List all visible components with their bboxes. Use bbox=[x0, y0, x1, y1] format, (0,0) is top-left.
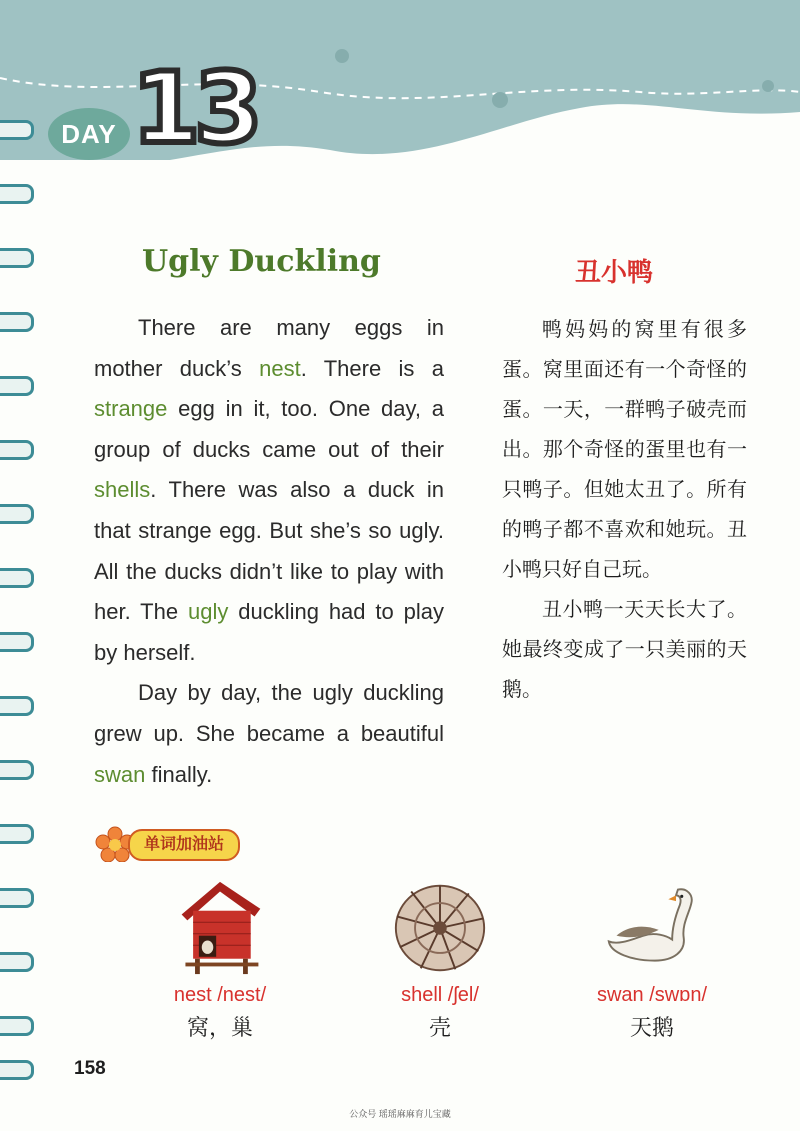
keyword: ugly bbox=[187, 599, 229, 625]
vocab-section-badge bbox=[94, 826, 284, 862]
vocab-item-nest bbox=[120, 880, 320, 1042]
notebook-binding bbox=[0, 120, 40, 1080]
story-zh-paragraph-2: 丑小鸭一天天长大了。她最终变成了一只美丽的天鹅。 bbox=[502, 599, 747, 701]
binding-ring bbox=[0, 120, 34, 140]
keyword: nest bbox=[259, 355, 301, 381]
footer-watermark: 公众号 瑶瑶麻麻育儿宝藏 bbox=[349, 1109, 451, 1119]
day-badge: DAY bbox=[48, 108, 130, 160]
story-zh-paragraph-1: 鸭妈妈的窝里有很多蛋。窝里面还有一个奇怪的蛋。一天，一群鸭子破壳而出。那个奇怪的蛋里也有一只鸭子。但她太丑了。所有的鸭子都不喜欢和她玩。丑小鸭只好自己玩。 bbox=[502, 319, 747, 581]
story-title-zh: 丑小鸭 bbox=[575, 257, 654, 287]
vocab-meaning-swan: 天鹅 bbox=[629, 1015, 674, 1040]
vocab-section-label: 单词加油站 bbox=[128, 829, 240, 861]
story-text: duckling had to play by herself. bbox=[94, 599, 445, 665]
binding-ring bbox=[0, 184, 34, 204]
vocab-item-swan bbox=[552, 880, 752, 1042]
story-text: finally. bbox=[145, 761, 213, 787]
binding-ring bbox=[0, 504, 34, 524]
vocab-item-shell bbox=[340, 880, 540, 1042]
story-text: Day by day, the ugly duckling grew up. She became a beautiful bbox=[94, 680, 444, 746]
binding-ring bbox=[0, 1060, 34, 1080]
binding-ring bbox=[0, 888, 34, 908]
binding-ring bbox=[0, 248, 34, 268]
day-number: 13 bbox=[132, 52, 257, 166]
nest-house-icon bbox=[170, 880, 270, 976]
story-paragraph-1 bbox=[94, 308, 444, 673]
vocab-word-nest: nest /nest/ bbox=[173, 984, 267, 1006]
story-title-en: Ugly Duckling bbox=[142, 244, 381, 279]
story-text: There are many eggs in mother duck’s bbox=[94, 315, 444, 381]
binding-ring bbox=[0, 824, 34, 844]
page-number: 158 bbox=[74, 1058, 106, 1079]
story-text-en bbox=[94, 308, 444, 795]
swan-icon bbox=[597, 880, 707, 976]
binding-ring bbox=[0, 696, 34, 716]
vocab-word-swan: swan /swɒn/ bbox=[596, 984, 708, 1006]
story-paragraph-2 bbox=[94, 673, 444, 795]
binding-ring bbox=[0, 568, 34, 588]
story-text: egg in it, too. One day, a group of ducks came out of their bbox=[94, 396, 444, 462]
keyword: swan bbox=[94, 761, 146, 787]
binding-ring bbox=[0, 1016, 34, 1036]
story-text-zh bbox=[502, 310, 747, 710]
binding-ring bbox=[0, 760, 34, 780]
binding-ring bbox=[0, 312, 34, 332]
vocab-word-shell: shell /ʃel/ bbox=[401, 984, 479, 1006]
vocab-meaning-shell: 壳 bbox=[428, 1015, 451, 1040]
keyword: strange bbox=[94, 396, 168, 422]
story-text: . There is a bbox=[300, 355, 444, 381]
story-text: . There was also a duck in that strange egg. But she’s so ugly. All the ducks didn’t like to play with her. The bbox=[94, 477, 444, 625]
binding-ring bbox=[0, 376, 34, 396]
vocab-meaning-nest: 窝，巢 bbox=[186, 1015, 253, 1040]
keyword: shells bbox=[94, 477, 151, 503]
binding-ring bbox=[0, 632, 34, 652]
binding-ring bbox=[0, 952, 34, 972]
binding-ring bbox=[0, 440, 34, 460]
shell-icon bbox=[390, 880, 490, 976]
